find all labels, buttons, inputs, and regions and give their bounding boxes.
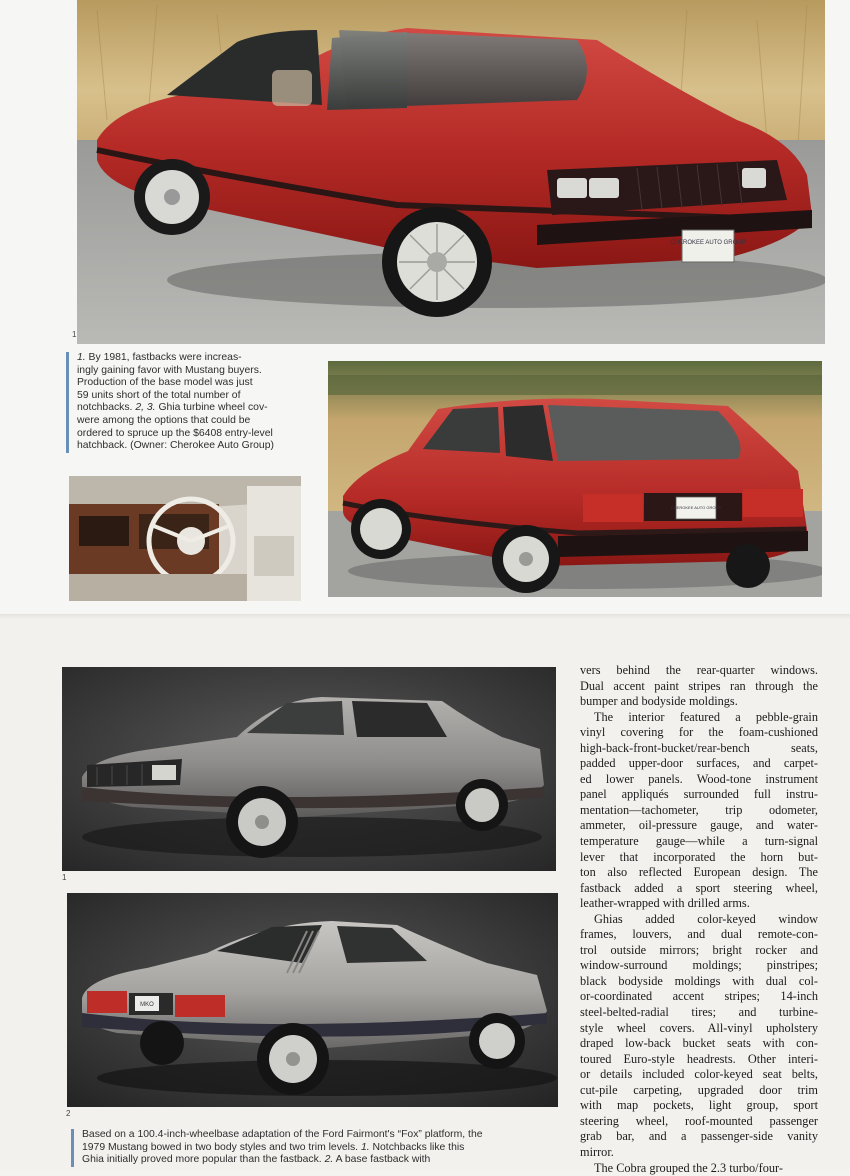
- article-line: Dual accent paint stripes ran through the: [580, 679, 818, 695]
- article-line: steering wheel, roof-mounted passenger: [580, 1114, 818, 1130]
- photo-red-mustang-rear: [328, 361, 822, 597]
- article-line: grab bar, and a passenger-side vanity: [580, 1129, 818, 1145]
- article-line: toured Euro-style headrests. Other interi-: [580, 1052, 818, 1068]
- rear-license-plate: CHEROKEE AUTO GROUP: [671, 505, 721, 510]
- article-line: ammeter, oil-pressure gauge, and water-: [580, 818, 818, 834]
- article-line: black bodyside moldings with dual col-: [580, 974, 818, 990]
- caption-line: 1. By 1981, fastbacks were increas-: [77, 352, 317, 365]
- article-line: temperature gauge—while a turn-signal: [580, 834, 818, 850]
- caption-line: notchbacks. 2, 3. Ghia turbine wheel cov-: [77, 402, 317, 415]
- article-line: padded upper-door surfaces, and carpet-: [580, 756, 818, 772]
- caption-line: Production of the base model was just: [77, 377, 317, 390]
- article-line: vinyl covering for the foam-cushioned: [580, 725, 818, 741]
- photo-b2-label: 2: [66, 1109, 70, 1118]
- article-line: leather-wrapped with drilled arms.: [580, 896, 818, 912]
- article-line: lever that incorporated the horn but-: [580, 850, 818, 866]
- article-line: steel-belted-radial tires; and turbine-: [580, 1005, 818, 1021]
- caption-line: hatchback. (Owner: Cherokee Auto Group): [77, 440, 317, 453]
- article-line: The interior featured a pebble-grain: [580, 710, 818, 726]
- article-line: bumper and bodyside moldings.: [580, 694, 818, 710]
- article-line: Ghias added color-keyed window: [580, 912, 818, 928]
- article-line: fastback added a sport steering wheel,: [580, 881, 818, 897]
- article-line: mirror.: [580, 1145, 818, 1161]
- article-line: draped low-back bucket seats with con-: [580, 1036, 818, 1052]
- article-line: frames, louvers, and dual remote-con-: [580, 927, 818, 943]
- article-line: ton also reflected European design. The: [580, 865, 818, 881]
- silver-license-plate: MKO: [140, 1002, 154, 1008]
- article-line: vers behind the rear-quarter windows.: [580, 663, 818, 679]
- caption-line: were among the options that could be: [77, 415, 317, 428]
- article-line: trol outside mirrors; bright rocker and: [580, 943, 818, 959]
- article-line: high-back-front-bucket/rear-bench seats,: [580, 741, 818, 757]
- article-line: panel appliqués surrounded full instru-: [580, 787, 818, 803]
- photo-b1-label: 1: [62, 873, 66, 882]
- photo-notchback-studio: [62, 667, 556, 871]
- article-line: mentation—tachometer, trip odometer,: [580, 803, 818, 819]
- page-seam: [0, 614, 850, 620]
- photo-1-label: 1: [72, 330, 76, 339]
- article-line: ed lower panels. Wood-tone instrument: [580, 772, 818, 788]
- caption-line: 1979 Mustang bowed in two body styles and two trim levels. 1. Notchbacks like this: [82, 1142, 572, 1155]
- article-line: cut-pile carpeting, upgraded door trim: [580, 1083, 818, 1099]
- caption-line: Ghia initially proved more popular than the fastback. 2. A base fastback with: [82, 1154, 572, 1167]
- photo-fastback-studio: [67, 893, 558, 1107]
- article-column: [580, 663, 818, 1176]
- article-line: with map pockets, light group, sport: [580, 1098, 818, 1114]
- photo-interior-dashboard: [69, 476, 301, 601]
- front-license-plate: CHEROKEE AUTO GROUP: [670, 240, 745, 246]
- article-line: style wheel covers. All-vinyl upholstery: [580, 1021, 818, 1037]
- article-line: The Cobra grouped the 2.3 turbo/four-: [580, 1161, 818, 1176]
- article-line: window-surround moldings; pinstripes;: [580, 958, 818, 974]
- caption-line: Based on a 100.4-inch-wheelbase adaptation of the Ford Fairmont's “Fox” platform, the: [82, 1129, 572, 1142]
- caption-bottom: [71, 1129, 572, 1167]
- caption-line: 59 units short of the total number of: [77, 390, 317, 403]
- caption-top: [66, 352, 317, 453]
- caption-line: ordered to spruce up the $6408 entry-level: [77, 428, 317, 441]
- caption-line: ingly gaining favor with Mustang buyers.: [77, 365, 317, 378]
- photo-red-mustang-front: [77, 0, 825, 344]
- article-line: or-coordinated accent stripes; 14-inch: [580, 989, 818, 1005]
- article-line: or details included color-keyed seat belts,: [580, 1067, 818, 1083]
